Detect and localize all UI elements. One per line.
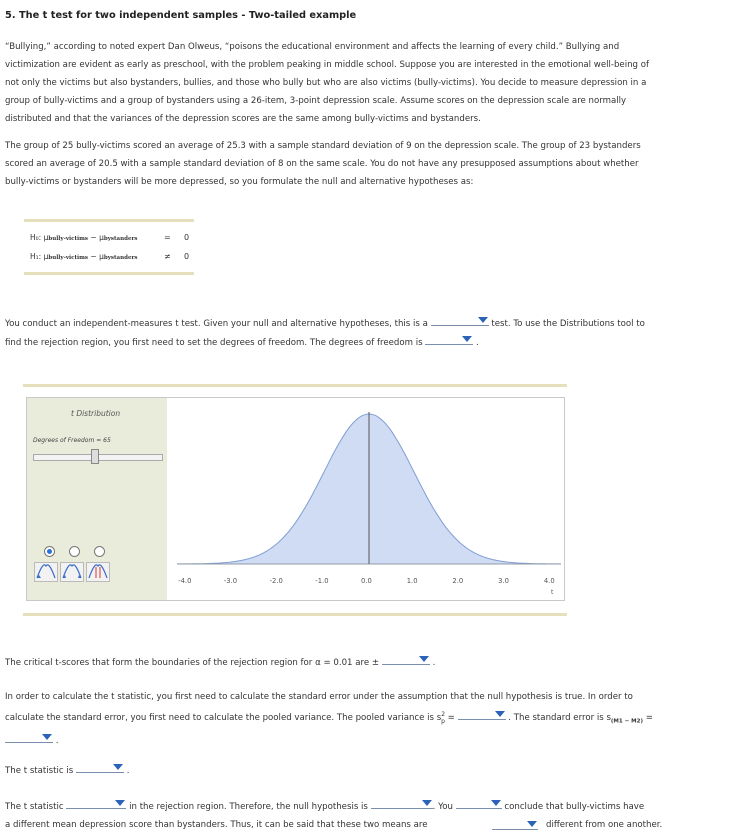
rejection-region-dropdown[interactable] xyxy=(66,797,126,809)
intro-line: distributed and that the variances of the depression scores are the same among bully-victims and bystanders. xyxy=(5,114,481,124)
t-distribution-curve[interactable] xyxy=(177,404,561,580)
range-icon[interactable] xyxy=(86,562,110,582)
chevron-down-icon xyxy=(478,317,488,323)
stats-paragraph xyxy=(5,137,695,191)
squared-symbol: 2 xyxy=(441,711,446,718)
null-hypothesis xyxy=(30,233,190,247)
q3-text: In order to calculate the t statistic, you first need to calculate the standard error under the assumption that the null hypothesis is true. In order to xyxy=(5,692,633,702)
intro-paragraph xyxy=(5,38,695,128)
subscript-bully-victims: bully-victims xyxy=(48,236,89,242)
question-conclusion xyxy=(5,797,730,834)
q3-text: . xyxy=(55,735,59,746)
h0-label: H₀: xyxy=(30,233,44,242)
hypotheses-box xyxy=(24,219,194,275)
subscript-bully-victims: bully-victims xyxy=(48,255,89,261)
q1-text: find the rejection region, you first need to set the degrees of freedom. The degrees of freedom is xyxy=(5,338,423,348)
chevron-down-icon xyxy=(419,656,429,662)
chevron-down-icon xyxy=(495,711,505,717)
standard-error-subscript: (M1 − M2) xyxy=(610,718,643,725)
q3-text: . The standard error is s xyxy=(508,712,611,723)
stats-line: scored an average of 20.5 with a sample standard deviation of 8 on the same scale. You do not have any presupposed assumptions about whether xyxy=(5,159,639,169)
intro-line: group of bully-victims and a group of bystanders using a 26-item, 3-point depression scale. Assume scores on the depression scale are normally xyxy=(5,96,627,106)
q2-text: The critical t-scores that form the boundaries of the rejection region for α = 0.01 are ± xyxy=(5,658,380,668)
question-critical-values xyxy=(5,653,695,672)
mu-symbol: μ xyxy=(43,233,49,242)
t-distribution-tool xyxy=(26,397,565,601)
q4-text: . xyxy=(126,766,130,776)
q3-text: calculate the standard error, you first need to calculate the pooled variance. The pooled variance is s xyxy=(5,712,442,723)
x-tick-label: 4.0 xyxy=(543,577,555,585)
conclude-dropdown[interactable] xyxy=(456,797,502,809)
intro-line: “Bullying,” according to noted expert Dan Olweus, “poisons the educational environment and affects the learning of every child.” Bullying and xyxy=(5,42,620,52)
intro-line: victimization are evident as early as preschool, with the problem peaking in middle school. Suppose you are interested in the emotional well-being of xyxy=(5,60,650,70)
question-t-statistic xyxy=(5,761,695,780)
q1-text: You conduct an independent-measures t test. Given your null and alternative hypotheses, this is a xyxy=(5,319,428,329)
minus-sign: − xyxy=(88,233,100,242)
tool-control-panel xyxy=(27,398,167,600)
q5-text: in the rejection region. Therefore, the null hypothesis is xyxy=(129,802,368,812)
stats-line: bully-victims or bystanders will be more depressed, so you formulate the null and alternative hypotheses as: xyxy=(5,177,474,187)
chevron-down-icon xyxy=(491,800,501,806)
q5-text: conclude that bully-victims have xyxy=(504,802,645,812)
subscript-bystanders: bystanders xyxy=(103,255,138,261)
q5-text: different from one another. xyxy=(546,820,663,830)
x-tick-label: -2.0 xyxy=(269,577,283,585)
chevron-down-icon xyxy=(115,800,125,806)
minus-sign: − xyxy=(88,252,100,261)
tool-title: t Distribution xyxy=(71,409,121,418)
h1-label: H₁: xyxy=(30,252,44,261)
h1-value: 0 xyxy=(184,252,190,261)
one-tail-radio[interactable] xyxy=(44,546,55,557)
two-tail-icon[interactable] xyxy=(60,562,84,582)
critical-t-dropdown[interactable] xyxy=(382,653,430,665)
axis-variable-label: t xyxy=(551,589,554,596)
dof-slider-thumb[interactable] xyxy=(91,449,99,464)
distribution-tool-frame xyxy=(23,384,567,616)
pooled-subscript: p xyxy=(441,717,445,725)
pooled-variance-dropdown[interactable] xyxy=(458,708,506,720)
chevron-down-icon xyxy=(422,800,432,806)
significance-dropdown[interactable] xyxy=(492,818,538,830)
h1-operator: ≠ xyxy=(164,252,171,261)
t-statistic-dropdown[interactable] xyxy=(76,761,124,773)
h0-value: 0 xyxy=(184,233,190,242)
x-tick-label: 0.0 xyxy=(361,577,372,585)
standard-error-dropdown[interactable] xyxy=(5,731,53,743)
range-radio[interactable] xyxy=(94,546,105,557)
intro-line: not only the victims but also bystanders, bullies, and those who bully but who are also victims (bully-victims). You decide to measure depression in a xyxy=(5,78,647,88)
mu-symbol: μ xyxy=(99,252,104,261)
chevron-down-icon xyxy=(462,336,472,342)
null-hypothesis-dropdown[interactable] xyxy=(371,797,433,809)
x-tick-label: 3.0 xyxy=(498,577,509,585)
q1-text: . xyxy=(476,338,479,348)
x-tick-label: -4.0 xyxy=(178,577,192,585)
x-tick-label: 1.0 xyxy=(406,577,418,585)
q5-text: The t statistic xyxy=(5,802,64,812)
mu-symbol: μ xyxy=(99,233,104,242)
h0-operator: = xyxy=(164,233,171,242)
question-title: 5. The t test for two independent samples - Two-tailed example xyxy=(5,10,357,21)
two-tail-radio[interactable] xyxy=(69,546,80,557)
x-tick-label: -1.0 xyxy=(315,577,329,585)
question-standard-error xyxy=(5,688,725,750)
degrees-of-freedom-dropdown[interactable] xyxy=(425,333,473,345)
mu-symbol: μ xyxy=(43,252,49,261)
x-tick-label: 2.0 xyxy=(452,577,464,585)
chevron-down-icon xyxy=(42,734,52,740)
q5-text: a different mean depression score than bystanders. Thus, it can be said that these two means are xyxy=(5,820,428,830)
q3-text: = xyxy=(444,712,455,723)
q5-text: . You xyxy=(432,802,453,812)
q3-text: = xyxy=(643,712,653,723)
subscript-bystanders: bystanders xyxy=(103,236,138,242)
question-test-type xyxy=(5,314,725,352)
stats-line: The group of 25 bully-victims scored an average of 25.3 with a sample standard deviation of 9 on the depression scale. The group of 23 bystanders xyxy=(5,141,641,151)
q1-text: test. To use the Distributions tool to xyxy=(491,319,645,329)
chevron-down-icon xyxy=(527,821,537,827)
alternative-hypothesis xyxy=(30,252,190,266)
q2-text: . xyxy=(432,658,436,668)
test-type-dropdown[interactable] xyxy=(431,314,489,326)
q4-text: The t statistic is xyxy=(5,766,74,776)
dof-label: Degrees of Freedom = 65 xyxy=(33,437,111,444)
chevron-down-icon xyxy=(113,764,123,770)
x-tick-label: -3.0 xyxy=(223,577,238,585)
one-tail-icon[interactable] xyxy=(34,562,58,582)
